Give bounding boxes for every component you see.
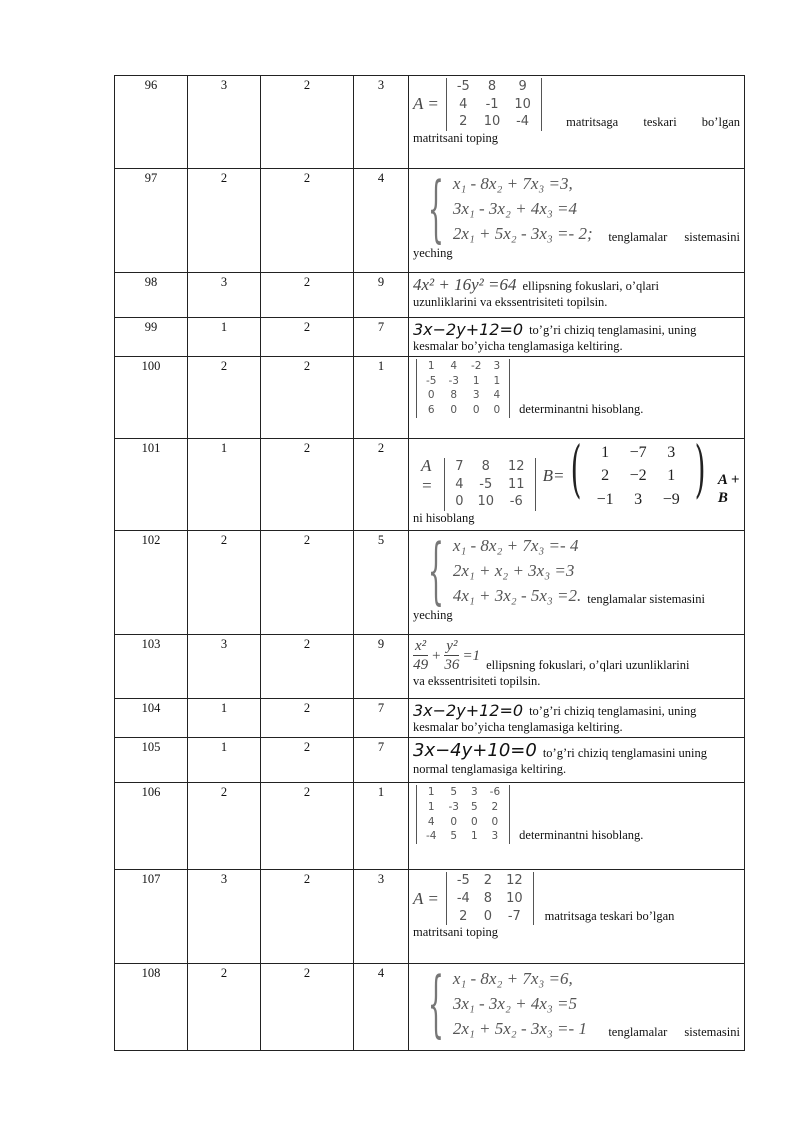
matrix-row: [420, 403, 506, 418]
matrix-entry: 8: [450, 389, 458, 402]
problem-text-continued: uzunliklarini va ekssentrisiteti topilsin.: [413, 295, 608, 310]
problem-text: ellipsning fokuslari, o’qlari uzunliklarini: [486, 658, 690, 673]
problem-line: [413, 168, 740, 250]
fraction-denominator: 36: [444, 657, 460, 674]
matrix-entry: 1: [667, 467, 676, 485]
score-cell: 2: [261, 964, 354, 1051]
problem-text: to’g’ri chiziq tenglamasini, uning: [529, 704, 697, 719]
matrix-a-label: A =: [421, 455, 433, 495]
system-equation: 4x₁ + 3x₂ - 5x₃ =2.: [452, 586, 582, 606]
matrix-entry: -2: [470, 360, 482, 373]
matrix-left-bar: [446, 872, 447, 925]
matrix-entry: 0: [483, 908, 493, 924]
difficulty-cell: 1: [188, 699, 261, 738]
matrix-row: [589, 441, 688, 464]
problem-line: [413, 359, 740, 417]
matrix-grid: [450, 78, 538, 131]
table-row: [115, 76, 745, 169]
question-number: 103: [115, 635, 188, 699]
matrix-entry: 7: [455, 458, 464, 474]
matrix-entry: 3: [667, 444, 676, 462]
problem-cell: [409, 531, 745, 635]
matrix-right-bar: [541, 78, 542, 131]
problem-cell: [409, 635, 745, 699]
problem-cell: [409, 783, 745, 870]
matrix-row: [420, 800, 506, 815]
matrix-entry: 2: [483, 873, 493, 889]
problem-line: [413, 438, 740, 511]
problem-text: determinantni hisoblang.: [519, 401, 644, 416]
table-row: [115, 357, 745, 439]
matrix-right-bar: [535, 458, 536, 511]
matrix-row: [450, 113, 538, 131]
matrix-entry: -3: [448, 800, 459, 813]
matrix-entry: -6: [489, 786, 501, 799]
matrix-entry: -5: [456, 873, 470, 889]
topic-cell: 3: [354, 870, 409, 964]
problem-text: tenglamalar sistemasini: [608, 1025, 740, 1040]
sum-expression: A + B: [717, 471, 740, 506]
formula: 3x−2y+12=0: [413, 701, 524, 721]
question-number: 104: [115, 699, 188, 738]
table-row: [115, 738, 745, 783]
system-brace: {: [427, 168, 444, 250]
matrix-left-bar: [416, 359, 417, 417]
problem-text: matritsaga teskari bo’lgan: [544, 909, 675, 924]
matrix-entry: 3: [472, 389, 480, 402]
matrix-entry: -3: [448, 374, 459, 387]
score-cell: 2: [261, 783, 354, 870]
problem-line: [413, 530, 740, 613]
matrix-entry: 0: [491, 815, 499, 828]
matrix: [413, 359, 513, 417]
topic-cell: 7: [354, 699, 409, 738]
matrix: [413, 785, 513, 843]
matrix-left-bar: [444, 458, 445, 511]
matrix-grid: [448, 458, 531, 511]
matrix-row: [448, 458, 531, 476]
matrix-row: [420, 785, 506, 800]
problem-text-continued: normal tenglamasiga keltiring.: [413, 761, 567, 776]
question-number: 101: [115, 439, 188, 531]
matrix-parens: [564, 438, 712, 511]
matrix-entry: 0: [455, 494, 464, 510]
matrix-row: [450, 96, 538, 114]
topic-cell: 7: [354, 318, 409, 357]
fraction-y: [444, 637, 459, 674]
topic-cell: 1: [354, 783, 409, 870]
matrix-entry: 4: [450, 360, 458, 373]
equation-system: [413, 530, 582, 613]
matrix-entry: 2: [601, 467, 610, 485]
question-number: 108: [115, 964, 188, 1051]
matrix-row: [448, 476, 531, 494]
question-number: 100: [115, 357, 188, 439]
matrix-entry: 5: [450, 786, 458, 799]
matrix-entry: -5: [479, 476, 493, 492]
score-cell: 2: [261, 870, 354, 964]
table-row: [115, 169, 745, 273]
problem-cell: [409, 318, 745, 357]
fraction-numerator: y²: [446, 638, 458, 655]
problem-text: tenglamalar sistemasini: [608, 230, 740, 244]
system-equation: 2x₁ + 5x₂ - 3x₃ =- 2;: [452, 224, 593, 243]
score-cell: 2: [261, 738, 354, 783]
matrix-entry: 4: [455, 476, 464, 492]
problem-text-continued: matritsani toping: [413, 130, 499, 145]
problem-cell: [409, 357, 745, 439]
problem-cell: [409, 699, 745, 738]
difficulty-cell: 3: [188, 76, 261, 169]
matrix-entry: 1: [470, 830, 478, 843]
matrix-entry: 3: [470, 786, 478, 799]
system-equation: 2x₁ + x₂ + 3x₃ =3: [452, 561, 575, 581]
matrix-row: [448, 493, 531, 511]
score-cell: 2: [261, 76, 354, 169]
difficulty-cell: 2: [188, 783, 261, 870]
score-cell: 2: [261, 635, 354, 699]
matrix-entry: 8: [483, 890, 493, 906]
table-row: [115, 439, 745, 531]
matrix-row: [420, 815, 506, 830]
table-row: [115, 318, 745, 357]
difficulty-cell: 2: [188, 169, 261, 273]
difficulty-cell: 2: [188, 531, 261, 635]
problem-text: matritsaga teskari bo’lgan: [566, 114, 740, 129]
matrix: [441, 458, 538, 511]
problem-line: [413, 701, 740, 720]
matrix-right-bar: [509, 785, 510, 843]
matrix-entry: -1: [485, 96, 499, 112]
matrix-entry: 4: [459, 96, 468, 112]
matrix-row: [450, 890, 530, 908]
matrix-row: [450, 78, 538, 96]
score-cell: 2: [261, 531, 354, 635]
matrix: [443, 78, 545, 131]
system-brace: {: [427, 963, 444, 1046]
topic-cell: 7: [354, 738, 409, 783]
matrix-entry: 10: [483, 114, 501, 130]
fraction-numerator: x²: [415, 638, 427, 655]
fraction-x: [413, 637, 428, 674]
topic-cell: 1: [354, 357, 409, 439]
matrix-entry: 3: [634, 490, 643, 508]
ellipse-equation: [413, 637, 480, 674]
score-cell: 2: [261, 439, 354, 531]
difficulty-cell: 1: [188, 439, 261, 531]
matrix-entry: 0: [472, 403, 480, 416]
table-row: [115, 531, 745, 635]
equation-rhs: =1: [462, 647, 481, 664]
matrix-left-bar: [416, 785, 417, 843]
matrix-entry: 1: [472, 374, 480, 387]
matrix-row: [589, 464, 688, 487]
matrix-entry: −2: [629, 467, 647, 485]
matrix-row: [450, 872, 530, 890]
plus-sign: +: [431, 647, 442, 664]
matrix-entry: 6: [427, 403, 435, 416]
question-number: 105: [115, 738, 188, 783]
equation-system: [413, 168, 593, 250]
matrix-entry: 8: [481, 458, 490, 474]
topic-cell: 2: [354, 439, 409, 531]
matrix-entry: −7: [629, 444, 647, 462]
fraction-denominator: 49: [413, 657, 429, 674]
problem-text-continued: kesmalar bo’yicha tenglamasiga keltiring.: [413, 339, 623, 354]
table-row: [115, 783, 745, 870]
formula: 3x−4y+10=0: [413, 740, 537, 762]
problem-line: [413, 785, 740, 843]
difficulty-cell: 2: [188, 964, 261, 1051]
problem-line: [413, 637, 740, 674]
system-equation: 3x₁ - 3x₂ + 4x₃ =4: [452, 199, 578, 218]
matrix-entry: 0: [470, 815, 478, 828]
matrix-row: [450, 908, 530, 926]
problem-text-continued: matritsani toping: [413, 925, 499, 940]
matrix-entry: 4: [427, 815, 435, 828]
matrix-entry: 2: [459, 908, 468, 924]
problem-cell: [409, 169, 745, 273]
system-equation: x₁ - 8x₂ + 7x₃ =3,: [452, 174, 573, 193]
topic-cell: 4: [354, 169, 409, 273]
matrix-entry: 12: [508, 458, 525, 474]
formula: 3x−2y+12=0: [413, 320, 524, 339]
problem-line: [413, 963, 740, 1046]
score-cell: 2: [261, 699, 354, 738]
question-number: 96: [115, 76, 188, 169]
matrix-right-bar: [533, 872, 534, 925]
matrix-entry: −1: [596, 490, 614, 508]
difficulty-cell: 1: [188, 318, 261, 357]
problem-cell: [409, 76, 745, 169]
table-row: [115, 699, 745, 738]
topic-cell: 3: [354, 76, 409, 169]
matrix-entry: 4: [493, 389, 501, 402]
question-number: 106: [115, 783, 188, 870]
matrix-entry: 10: [477, 494, 495, 510]
matrix-row: [420, 388, 506, 403]
matrix-entry: -5: [426, 374, 437, 387]
question-number: 102: [115, 531, 188, 635]
problem-text: determinantni hisoblang.: [519, 827, 644, 842]
matrix-entry: 0: [450, 815, 458, 828]
problem-text: ellipsning fokuslari, o’qlari: [522, 279, 659, 294]
matrix-row: [420, 374, 506, 389]
problem-line: [413, 740, 740, 762]
matrix-entry: 1: [493, 374, 501, 387]
matrix-entry: 10: [514, 96, 531, 112]
score-cell: 2: [261, 169, 354, 273]
system-equations: [453, 171, 593, 246]
formula: 4x² + 16y² =64: [413, 275, 517, 294]
matrix-grid: [589, 441, 688, 511]
matrix-entry: 1: [427, 360, 435, 373]
matrix-grid: [450, 872, 530, 925]
problem-text: to’g’ri chiziq tenglamasini uning: [542, 745, 708, 760]
matrix-entry: −9: [662, 490, 680, 508]
question-number: 99: [115, 318, 188, 357]
problem-text-continued: va ekssentrisiteti topilsin.: [413, 674, 541, 689]
difficulty-cell: 3: [188, 870, 261, 964]
matrix-entry: 1: [427, 786, 435, 799]
matrix-entry: 5: [470, 800, 478, 813]
problem-text: to’g’ri chiziq tenglamasini, uning: [529, 323, 697, 338]
matrix-entry: -4: [516, 114, 530, 130]
matrix-left-bar: [446, 78, 447, 131]
problem-text-continued: kesmalar bo’yicha tenglamasiga keltiring.: [413, 720, 623, 735]
problem-cell: [409, 870, 745, 964]
score-cell: 2: [261, 357, 354, 439]
system-equations: [453, 533, 581, 608]
matrix-grid: [420, 359, 506, 417]
topic-cell: 5: [354, 531, 409, 635]
problem-cell: [409, 738, 745, 783]
matrix-row: [420, 359, 506, 374]
topic-cell: 9: [354, 273, 409, 318]
topic-cell: 9: [354, 635, 409, 699]
table-row: [115, 964, 745, 1051]
table-row: [115, 635, 745, 699]
system-brace: {: [427, 530, 444, 613]
system-equation: 2x₁ + 5x₂ - 3x₃ =- 1: [452, 1019, 587, 1039]
matrix-entry: 0: [427, 389, 435, 402]
problem-line: [413, 78, 740, 131]
matrix-label: A =: [413, 94, 439, 114]
system-equation: x₁ - 8x₂ + 7x₃ =- 4: [452, 536, 579, 556]
matrix-entry: 5: [450, 830, 458, 843]
left-paren: (: [571, 438, 582, 506]
matrix-entry: 12: [506, 873, 523, 889]
matrix-entry: 0: [493, 403, 501, 416]
problem-text-continued: yeching: [413, 246, 453, 260]
table-row: [115, 273, 745, 318]
score-cell: 2: [261, 273, 354, 318]
right-paren: ): [694, 438, 706, 506]
problem-line: [413, 872, 740, 925]
problem-text-continued: ni hisoblang: [413, 510, 475, 525]
difficulty-cell: 3: [188, 273, 261, 318]
problem-cell: [409, 964, 745, 1051]
matrix-right-bar: [509, 359, 510, 417]
problem-text-continued: yeching: [413, 608, 453, 623]
matrix-entry: 11: [508, 476, 525, 492]
matrix-entry: 3: [493, 360, 501, 373]
matrix-entry: 3: [491, 830, 499, 843]
questions-table-body: [115, 76, 745, 1051]
matrix-entry: 0: [450, 403, 458, 416]
matrix-entry: 8: [487, 79, 497, 94]
difficulty-cell: 1: [188, 738, 261, 783]
system-equation: 3x₁ - 3x₂ + 4x₃ =5: [452, 994, 578, 1014]
matrix-entry: 2: [459, 114, 468, 130]
difficulty-cell: 3: [188, 635, 261, 699]
equation-system: [413, 963, 587, 1046]
system-equations: [453, 966, 587, 1041]
question-number: 107: [115, 870, 188, 964]
problem-cell: [409, 273, 745, 318]
matrix-entry: 2: [491, 800, 499, 813]
problem-text: tenglamalar sistemasini: [587, 592, 705, 607]
matrix-entry: -6: [509, 494, 523, 510]
matrix-entry: -5: [456, 79, 470, 94]
matrix-entry: -7: [507, 908, 521, 924]
matrix-entry: 1: [601, 444, 610, 462]
topic-cell: 4: [354, 964, 409, 1051]
question-number: 97: [115, 169, 188, 273]
matrix-label: A =: [413, 888, 439, 908]
matrix-grid: [420, 785, 506, 843]
matrix-entry: -4: [426, 830, 437, 843]
matrix-entry: 1: [427, 800, 435, 813]
matrix-row: [420, 829, 506, 844]
problem-line: [413, 320, 740, 339]
matrix-b-label: B=: [542, 465, 565, 485]
table-row: [115, 870, 745, 964]
problem-line: [413, 275, 740, 295]
questions-table: [114, 75, 745, 1051]
system-equation: x₁ - 8x₂ + 7x₃ =6,: [452, 969, 573, 989]
matrix: [443, 872, 537, 925]
question-number: 98: [115, 273, 188, 318]
score-cell: 2: [261, 318, 354, 357]
matrix-row: [589, 488, 688, 511]
matrix-entry: 9: [518, 79, 527, 94]
matrix-entry: -4: [456, 890, 470, 906]
matrix-entry: 10: [506, 890, 523, 906]
difficulty-cell: 2: [188, 357, 261, 439]
problem-cell: [409, 439, 745, 531]
